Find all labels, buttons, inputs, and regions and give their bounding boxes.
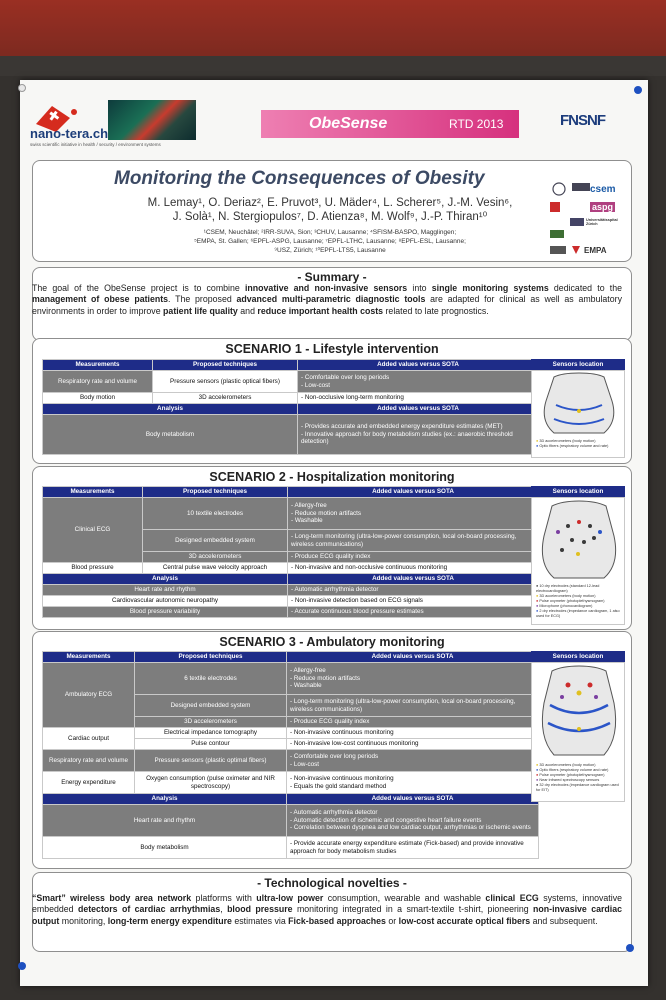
torso-figure-icon <box>532 371 626 437</box>
scenario1-title: SCENARIO 1 - Lifestyle intervention <box>225 342 439 356</box>
scenario3-box <box>32 631 632 869</box>
circuit-image <box>108 100 196 140</box>
scenario2-table: Measurements Proposed techniques Added values versus SOTA Clinical ECG 10 textile electrodes - Allergy-free - Reduce motion artifacts - Washable Designed embedded system - Long-term monitoring (ultra-low-power consumption, local on-board processing, wireless communications) 3D accelerometers - Produce ECG quality index Blood pressure Central pulse wave velocity approach - Non-invasive and non-occlusive continuous monitoring Analysis Added values versus SOTA Heart rate and rhythm - Automatic arrhythmia detector Cardiovascular autonomic neuropathy - Non-invasive detection based on ECG signals Blood pressure variability - Accurate continuous blood pressure estimates <box>42 486 539 618</box>
fnsnf-logo: FNSNF <box>560 112 605 129</box>
scenario3-title: SCENARIO 3 - Ambulatory monitoring <box>219 635 445 649</box>
pin-icon <box>626 944 634 952</box>
pin-icon <box>18 84 26 92</box>
poster-header <box>20 80 648 154</box>
scenario2-box <box>32 466 632 630</box>
usz-logo: Universitätsspital Zürich <box>586 218 618 226</box>
csem-logo: csem <box>590 184 616 195</box>
scenario2-sensors: Sensors location ● 10 dry electrodes (standard 12-lead electrocardiogram) ● 3D accelerometers (body motion) ● Pulse oxymeter (photoplethysmogram) ● Microphone (phonocardiogram) ● 2 dry electrodes (impedance cardiogram, 1 also used for ECG) <box>531 486 625 625</box>
obesense-banner <box>261 110 519 138</box>
aspg-logo: aspg <box>592 202 614 212</box>
torso-figure-icon <box>532 663 626 759</box>
poster <box>20 80 648 986</box>
scenario1-box <box>32 338 632 464</box>
summary-heading: - Summary - <box>297 270 367 284</box>
rtd-year: RTD 2013 <box>449 117 504 131</box>
scenario2-title: SCENARIO 2 - Hospitalization monitoring <box>209 470 455 484</box>
tech-heading: - Technological novelties - <box>257 876 407 890</box>
scenario1-table: Measurements Proposed techniques Added values versus SOTA Respiratory rate and volume Pressure sensors (plastic optical fibers) - Comfortable over long periods - Low-cost Body motion 3D accelerometers - Non-occlusive long-term monitoring Analysis Added values versus SOTA Body metabolism - Provides accurate and embedded energy expenditure estimates (MET) - Innovative approach for body metabolism studies (ex.: anaerobic threshold detection) <box>42 359 539 455</box>
pin-icon <box>18 962 26 970</box>
scenario3-table: Measurements Proposed techniques Added values versus SOTA Ambulatory ECG 6 textile electrodes - Allergy-free - Reduce motion artifacts - Washable Designed embedded system - Long-term monitoring (ultra-low-power consumption, local on-board processing, wireless communications) 3D accelerometers - Produce ECG quality index Cardiac output Electrical impedance tomography - Non-invasive continuous monitoring Pulse contour - Non-invasive low-cost continuous monitoring Respiratory rate and volume Pressure sensors (plastic optimal fibers) - Comfortable over long periods - Low-cost Energy expenditure Oxygen consumption (pulse oximeter and NIR spectroscopy) - Non-invasive continuous monitoring - Equals the gold standard method Analysis Added values versus SOTA Heart rate and rhythm - Automatic arrhythmia detector - Automatic detection of ischemic and congestive heart failure events - Correlation between dyspnea and low cardiac output, arrhythmias or ischemic events Body metabolism - Provide accurate energy expenditure estimate (Fick-based) and provide innovative approach for body metabolism studies <box>42 651 539 859</box>
summary-text: The goal of the ObeSense project is to combine innovative and non-invasive sensors into single monitoring systems dedicated to the management of obese patients. The proposed advanced multi-parametric diagnostic tools are adapted for clinical as well as ambulatory environments in order to improve patient life quality and reduce important health costs related to late prognostics. <box>32 283 623 316</box>
authors: M. Lemay¹, O. Deriaz², E. Pruvot³, U. Mäder⁴, L. Scherer⁵, J.-M. Vesin⁶, J. Solà¹, N. Stergiopulos⁷, D. Atienza⁸, M. Wolf⁹, J.-P. Thiran¹⁰ <box>147 197 513 223</box>
pin-icon <box>634 86 642 94</box>
tech-text: “Smart” wireless body area network platforms with ultra-low power consumption, wearable and washable clinical ECG systems, innovative embedded detectors of cardiac arrhythmias, blood pressure monitoring integrated in a smart-textile t-shirt, pioneering non-invasive cardiac output monitoring, long-term energy expenditure estimates via Fick-based approaches or low-cost accurate optical fibers and subsequent. <box>32 893 623 926</box>
scenario3-sensors: Sensors location ● 3D accelerometers (body motion) ● Optic fibers (respiratory volume and rate) ● Pulse oxymeter (photoplethysmogram) ● Near infrared spectroscopy sensors ● 32 dry electrodes (impedance cardiogram used for EIT) <box>531 651 625 802</box>
nanotera-tagline: swiss scientific initiative in health / security / environment systems <box>30 142 161 147</box>
affiliations: ¹CSEM, Neuchâtel; ²IRR-SUVA, Sion; ³CHUV, Lausanne; ⁴SFISM-BASPO, Magglingen; ⁵EMPA, St. Gallen; ⁶EPFL-ASPG, Lausanne; ⁷EPFL-LTHC, Lausanne; ⁸EPFL-ESL, Lausanne; ⁹USZ, Zürich; ¹⁰EPFL-LTS5, Lausanne <box>194 229 466 254</box>
torso-figure-icon <box>532 498 626 582</box>
partner-logos <box>550 180 628 260</box>
wall-strip <box>0 56 666 76</box>
scenario1-sensors: Sensors location ● 3D accelerometers (body motion) ● Optic fibers (respiratory volume and rate) <box>531 359 625 458</box>
wall <box>0 0 666 56</box>
poster-title: Monitoring the Consequences of Obesity <box>114 168 485 189</box>
project-name: ObeSense <box>309 115 388 132</box>
nanotera-name: nano-tera.ch <box>30 126 109 141</box>
empa-logo: EMPA <box>584 246 607 255</box>
